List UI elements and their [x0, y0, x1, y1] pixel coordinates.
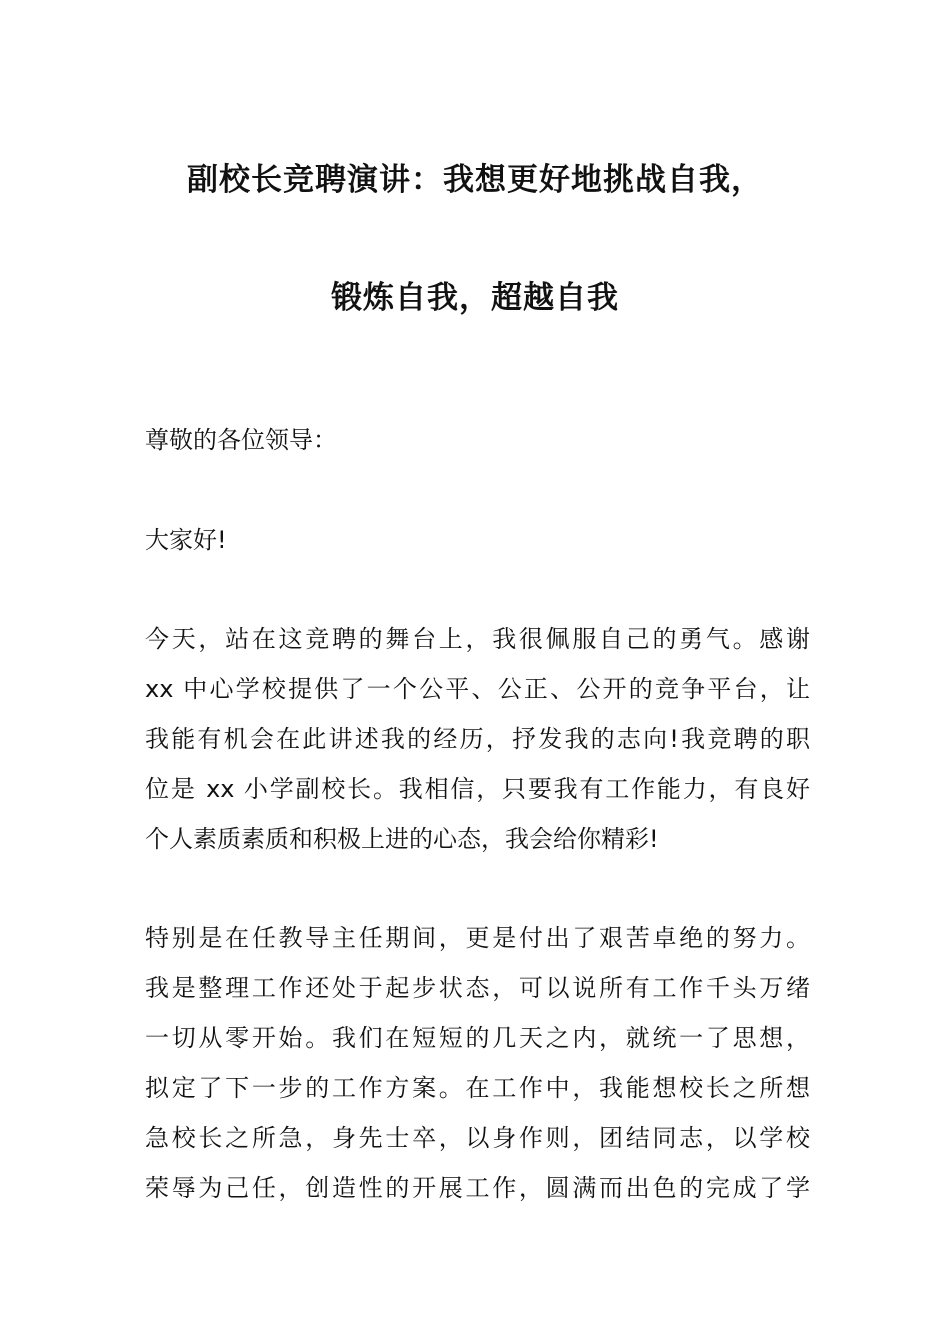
- salutation: 尊敬的各位领导：: [145, 426, 337, 454]
- greeting: 大家好!: [145, 526, 227, 554]
- paragraph-2: [145, 913, 810, 1213]
- paragraph-1-line: xx 中心学校提供了一个公平、公正、公开的竞争平台，让: [145, 675, 810, 703]
- paragraph-1: [145, 614, 810, 864]
- paragraph-1-line: 我能有机会在此讲述我的经历，抒发我的志向!我竞聘的职: [145, 725, 810, 753]
- paragraph-2-line: 特别是在任教导主任期间，更是付出了艰苦卓绝的努力。: [145, 924, 810, 952]
- paragraph-2-line: 我是整理工作还处于起步状态，可以说所有工作千头万绪: [145, 974, 810, 1002]
- paragraph-2-line: 拟定了下一步的工作方案。在工作中，我能想校长之所想: [145, 1074, 810, 1102]
- paragraph-2-line: 荣辱为己任，创造性的开展工作，圆满而出色的完成了学: [145, 1174, 810, 1202]
- document-title-line-1: 副校长竞聘演讲：我想更好地挑战自我，: [187, 162, 763, 198]
- paragraph-1-line: 个人素质素质和积极上进的心态，我会给你精彩!: [145, 825, 659, 853]
- paragraph-2-line: 一切从零开始。我们在短短的几天之内，就统一了思想，: [145, 1024, 810, 1052]
- paragraph-2-line: 急校长之所急，身先士卒，以身作则，团结同志，以学校: [145, 1124, 810, 1152]
- document-title-line-2: 锻炼自我，超越自我: [331, 280, 619, 316]
- paragraph-1-line: 位是 xx 小学副校长。我相信，只要我有工作能力，有良好: [145, 775, 810, 803]
- paragraph-1-line: 今天，站在这竞聘的舞台上，我很佩服自己的勇气。感谢: [145, 625, 810, 653]
